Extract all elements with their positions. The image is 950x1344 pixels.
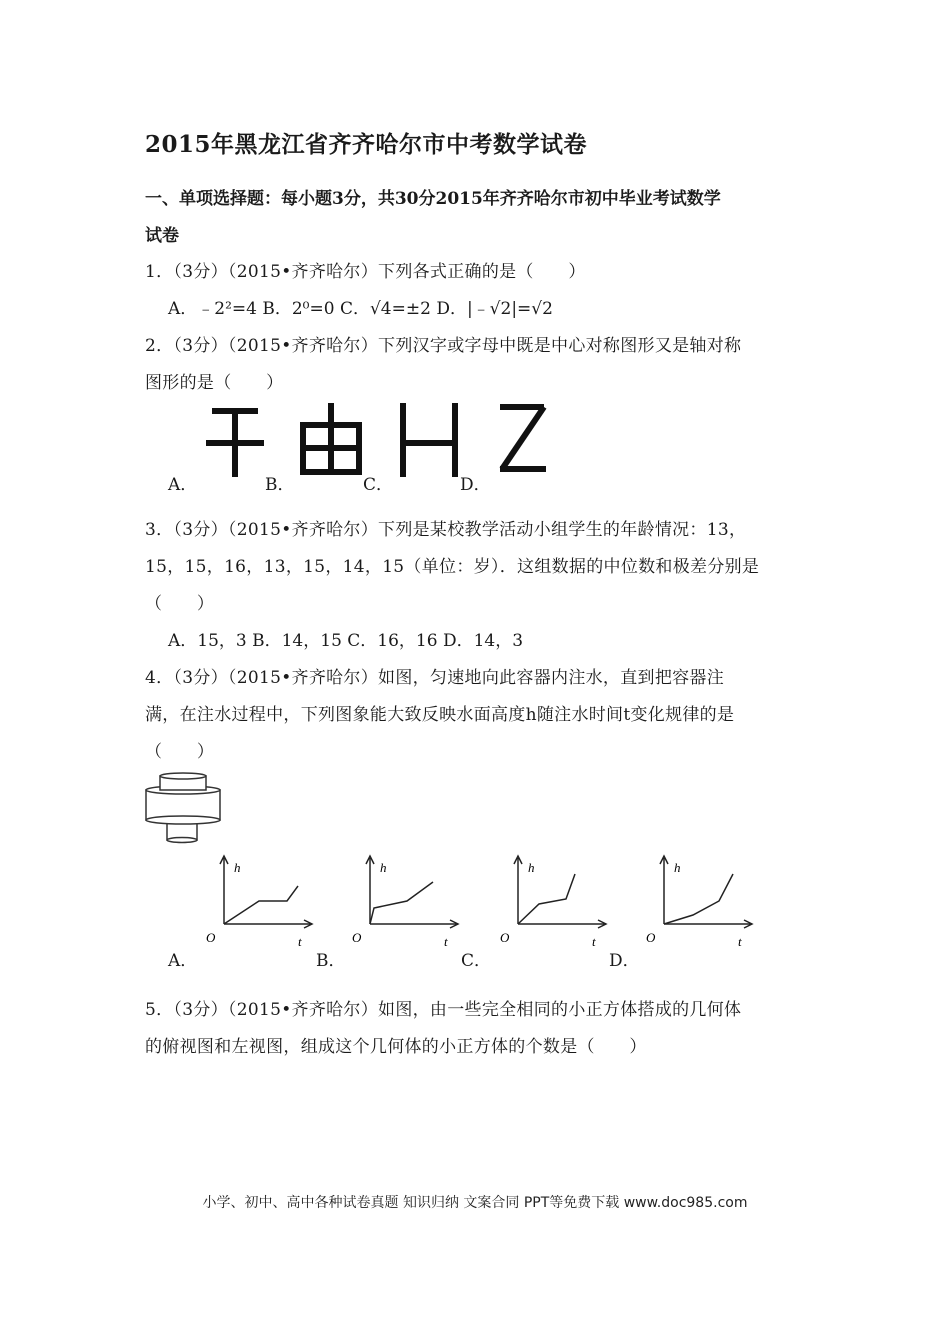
graph-b bbox=[346, 852, 461, 952]
glyph-gan bbox=[204, 403, 266, 477]
question-3-stem-line2: 15，15，16，13，15，14，15（单位：岁）．这组数据的中位数和极差分别是 bbox=[145, 557, 760, 577]
question-2-label-c: C． bbox=[363, 475, 394, 495]
question-2-stem-line2: 图形的是（ ） bbox=[145, 373, 284, 393]
graph-a-origin: O bbox=[206, 930, 216, 945]
graph-b-axis-t: t bbox=[444, 934, 448, 949]
graph-a-axis-t: t bbox=[298, 934, 302, 949]
section-heading-line2: 试卷 bbox=[145, 226, 179, 246]
question-1-stem: 1．（3分）（2015•齐齐哈尔）下列各式正确的是（ ） bbox=[145, 262, 586, 282]
graph-a-axis-h: h bbox=[234, 860, 241, 875]
question-2-label-a: A． bbox=[168, 475, 198, 495]
graph-c-axis-t: t bbox=[592, 934, 596, 949]
question-4-stem-line1: 4．（3分）（2015•齐齐哈尔）如图，匀速地向此容器内注水，直到把容器注 bbox=[145, 668, 725, 688]
graph-c-origin: O bbox=[500, 930, 510, 945]
question-4-label-a: A． bbox=[168, 951, 198, 971]
graph-a bbox=[200, 852, 315, 952]
question-4-stem-line2: 满，在注水过程中，下列图象能大致反映水面高度h随注水时间t变化规律的是 bbox=[145, 705, 735, 725]
glyph-you bbox=[300, 403, 362, 475]
glyph-h bbox=[399, 403, 459, 477]
graph-c-axis-h: h bbox=[528, 860, 535, 875]
graph-b-axis-h: h bbox=[380, 860, 387, 875]
container-figure bbox=[143, 772, 223, 844]
question-3-stem-line1: 3．（3分）（2015•齐齐哈尔）下列是某校教学活动小组学生的年龄情况：13， bbox=[145, 520, 747, 540]
question-4-label-b: B． bbox=[316, 951, 346, 971]
question-2-stem-line1: 2．（3分）（2015•齐齐哈尔）下列汉字或字母中既是中心对称图形又是轴对称 bbox=[145, 336, 742, 356]
question-3-stem-line3: （ ） bbox=[145, 594, 215, 614]
graph-d bbox=[640, 852, 755, 952]
question-2-label-d: D． bbox=[460, 475, 491, 495]
question-5-stem-line1: 5．（3分）（2015•齐齐哈尔）如图，由一些完全相同的小正方体搭成的几何体 bbox=[145, 1000, 742, 1020]
page-footer: 小学、初中、高中各种试卷真题 知识归纳 文案合同 PPT等免费下载 www.doc985.com bbox=[202, 1195, 748, 1211]
question-2-label-b: B． bbox=[265, 475, 295, 495]
graph-d-axis-h: h bbox=[674, 860, 681, 875]
page-title: 2015年黑龙江省齐齐哈尔市中考数学试卷 bbox=[145, 131, 588, 158]
question-4-label-c: C． bbox=[461, 951, 492, 971]
question-4-stem-line3: （ ） bbox=[145, 742, 215, 762]
graph-d-origin: O bbox=[646, 930, 656, 945]
graph-b-origin: O bbox=[352, 930, 362, 945]
question-3-options: A．15，3 B．14，15 C．16，16 D．14，3 bbox=[168, 631, 524, 651]
graph-d-axis-t: t bbox=[738, 934, 742, 949]
section-heading-line1: 一、单项选择题：每小题3分，共30分2015年齐齐哈尔市初中毕业考试数学 bbox=[145, 189, 721, 209]
question-4-label-d: D． bbox=[609, 951, 640, 971]
glyph-z bbox=[498, 403, 548, 473]
graph-c bbox=[494, 852, 609, 952]
question-5-stem-line2: 的俯视图和左视图，组成这个几何体的小正方体的个数是（ ） bbox=[145, 1037, 647, 1057]
question-1-options: A．﹣2²=4 B．2⁰=0 C．√4=±2 D．|﹣√2|=√2 bbox=[168, 299, 553, 319]
